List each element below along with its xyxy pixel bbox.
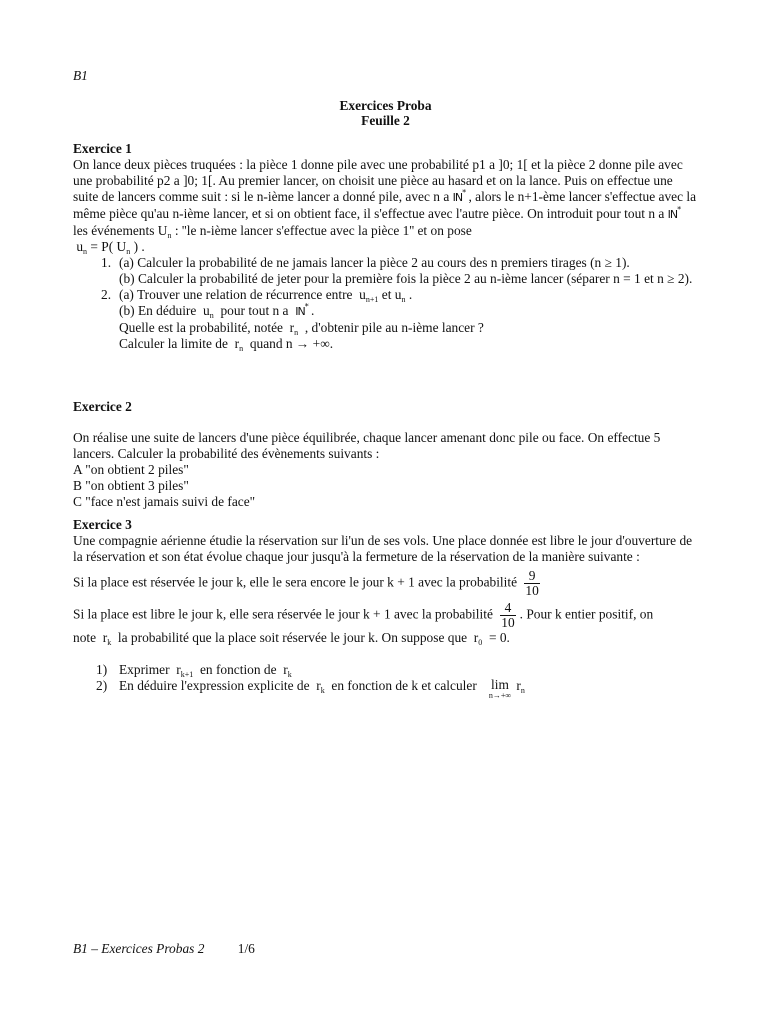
fraction-9-10: $\frac{9}{10}$ (525, 568, 539, 598)
exercise-3-rule-free: Si la place est libre le jour k, elle sera réservée le jour k + 1 avec la probabilité $\frac{4}{10}$ . Pour k entier positif, on (73, 600, 654, 630)
exercise-1 (73, 141, 698, 352)
exercise-3-title: Exercice 3 (73, 517, 132, 532)
exercise-1-questions (73, 255, 698, 352)
limit-operator: lim n→+∞ (488, 677, 512, 700)
exercise-3-statement: Une compagnie aérienne étudie la réservation sur li'un de ses vols. Une place donnée est libre le jour d'ouverture de la réservation et son état évolue chaque jour jusqu'à la fermeture de la réservation de la manière suivante : (73, 533, 693, 564)
page-footer (73, 941, 255, 957)
exercise-1-definition: $u_n = P$( $U_n$ ) . (73, 239, 145, 256)
exercise-2-title: Exercice 2 (73, 399, 132, 414)
exercise-3-question-2: 2) En déduire l'expression explicite de $r_k$ en fonction de k et calculer lim n→+∞ $r_n$ (96, 677, 525, 700)
exercise-1-statement: On lance deux pièces truquées : la pièce 1 donne pile avec une probabilité p1 a ]0; 1[ et la pièce 2 donne pile avec une probabilité p2 a ]0; 1[. Au premier lancer, on choisit une pièce au hasard et on la lance. Puis on effectue une suite de lancers comme suit : si le n-ième lancer a donné pile, avec n a IN* , alors le n+1-ème lancer s'effectue avec la même pièce qu'au n-ième lancer, et si on obtient face, il s'effectue avec l'autre pièce. On introduit pour tout n a IN* les événements $U_n$ : ''le n-ième lancer s'effectue avec la pièce 1'' et on pose (73, 157, 697, 240)
question-2a: (a) Trouver une relation de récurrence entre $u_{n+1}$ et $u_n$ . (119, 287, 413, 304)
page-title (73, 98, 698, 128)
exercise-3-question-1: 1) Exprimer $r_{k+1}$ en fonction de $r_k$ (96, 662, 292, 679)
exercise-1-title: Exercice 1 (73, 141, 132, 156)
event-c: C "face n'est jamais suivi de face" (73, 494, 256, 509)
exercise-3-questions (73, 662, 698, 700)
exercise-3 (73, 517, 698, 700)
exercise-3-notation: note $r_k$ la probabilité que la place soit réservée le jour k. On suppose que $r_0 = 0$. (73, 630, 510, 647)
math-Un: $U_n$ (157, 223, 172, 240)
question-2: 2. (a) Trouver une relation de récurrence entre $u_{n+1}$ et $u_n$ . (b) En déduire $u_n$ pour tout n a IN* . Quelle est la probabilité, notée $r_n$ , d'obtenir pile au n-ième lancer ? Calculer la limite de $r_n$ quand n → +∞. (73, 287, 698, 352)
question-2d: Calculer la limite de $r_n$ quand n → +∞. (119, 336, 334, 353)
naturals-star-symbol: IN* (295, 302, 308, 318)
question-2b: (b) En déduire $u_n$ pour tout n a IN* . (119, 302, 315, 320)
exercise-2 (73, 399, 698, 510)
event-b: B "on obtient 3 piles" (73, 478, 189, 493)
naturals-star-symbol: IN* (667, 205, 681, 221)
title-line-2: Feuille 2 (361, 113, 410, 128)
footer-label: B1 – Exercices Probas 2 (73, 941, 205, 956)
exercise-3-rule-reserved: Si la place est réservée le jour k, elle le sera encore le jour k + 1 avec la probabilité $\frac{9}{10}$ (73, 568, 539, 598)
title-line-1: Exercices Proba (339, 98, 432, 113)
exercise-2-statement: On réalise une suite de lancers d'une pièce équilibrée, chaque lancer amenant donc pile ou face. On effectue 5 lancers. Calculer la probabilité des évènements suivants : (73, 430, 661, 461)
page-number: 1/6 (237, 941, 255, 956)
question-1a: (a) Calculer la probabilité de ne jamais lancer la pièce 2 au cours des n premiers tirages (n ≥ 1). (119, 255, 630, 270)
header-label: B1 (73, 68, 88, 83)
question-2c: Quelle est la probabilité, notée $r_n$ , d'obtenir pile au n-ième lancer ? (119, 320, 484, 337)
question-1: 1. (a) Calculer la probabilité de ne jamais lancer la pièce 2 au cours des n premiers tirages (n ≥ 1). (b) Calculer la probabilité de jeter pour la première fois la pièce 2 au n-ième lancer (séparer n = 1 et n ≥ 2). (73, 255, 698, 287)
question-1b: (b) Calculer la probabilité de jeter pour la première fois la pièce 2 au n-ième lancer (séparer n = 1 et n ≥ 2). (119, 271, 693, 286)
naturals-star-symbol: IN* (452, 188, 466, 204)
fraction-4-10: $\frac{4}{10}$ (501, 600, 515, 630)
event-a: A "on obtient 2 piles" (73, 462, 189, 477)
